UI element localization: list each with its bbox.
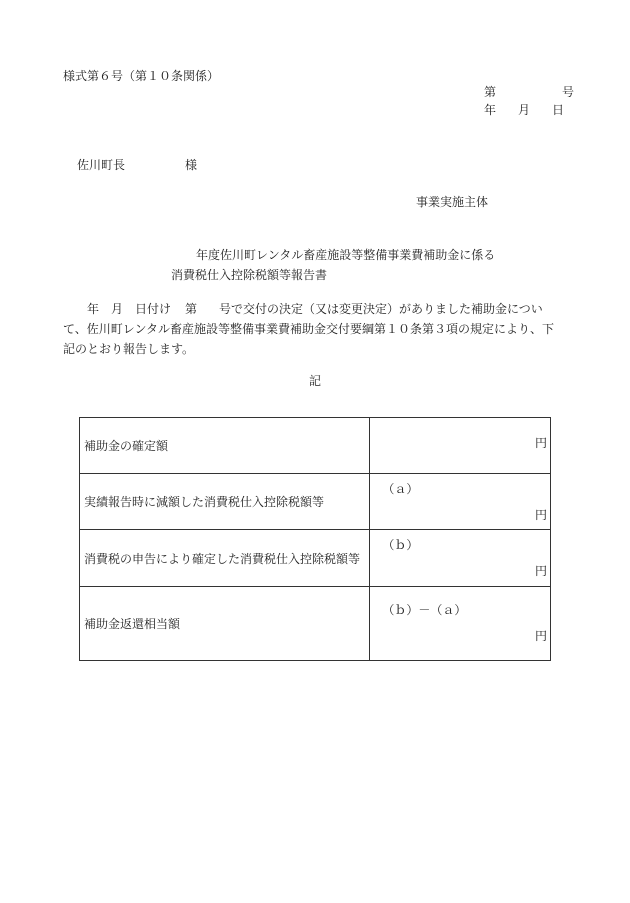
report-table <box>79 417 551 661</box>
title-line-2: 消費税仕入控除税額等報告書 <box>171 268 328 282</box>
value-cell[interactable] <box>370 530 551 587</box>
table-row <box>80 418 551 474</box>
sender-label: 事業実施主体 <box>416 195 489 209</box>
row-label: 補助金の確定額 <box>80 418 370 474</box>
date-year: 年 <box>484 103 497 117</box>
row-label: 実績報告時に減額した消費税仕入控除税額等 <box>80 474 370 530</box>
date-day: 日 <box>552 103 565 117</box>
title-line-1: 年度佐川町レンタル畜産施設等整備事業費補助金に係る <box>196 248 496 262</box>
ki-heading: 記 <box>309 374 322 388</box>
number-suffix: 号 <box>562 85 575 99</box>
table-row <box>80 474 551 530</box>
addressee-honorific: 様 <box>185 158 198 172</box>
unit-yen: 円 <box>534 508 547 522</box>
unit-yen: 円 <box>534 436 547 450</box>
value-tag: （ｂ）－（ａ） <box>382 603 467 617</box>
addressee-name: 佐川町長 <box>77 158 126 172</box>
date-month: 月 <box>518 103 531 117</box>
document-date <box>484 101 564 118</box>
value-tag: （ａ） <box>382 482 419 496</box>
value-cell[interactable] <box>370 587 551 661</box>
row-label: 補助金返還相当額 <box>80 587 370 661</box>
body-no-prefix: 第 <box>185 302 198 316</box>
body-paragraph <box>63 299 563 359</box>
table-row <box>80 587 551 661</box>
unit-yen: 円 <box>534 629 547 643</box>
body-date-part: 年 月 日付け <box>87 302 172 316</box>
document-number <box>484 83 574 100</box>
form-label: 様式第６号（第１０条関係） <box>63 69 220 83</box>
value-cell[interactable] <box>370 418 551 474</box>
number-prefix: 第 <box>484 85 497 99</box>
value-cell[interactable] <box>370 474 551 530</box>
value-tag: （ｂ） <box>382 538 419 552</box>
row-label: 消費税の申告により確定した消費税仕入控除税額等 <box>80 530 370 587</box>
body-rest: 佐川町レンタル畜産施設等整備事業費補助金交付要綱第１０条第３項の規定により、下記のとおり報告します。 <box>63 322 554 356</box>
unit-yen: 円 <box>534 564 547 578</box>
table-row <box>80 530 551 587</box>
body-no-suffix: 号で交付の決定（又は変更決定）がありました補助金について、 <box>63 302 543 336</box>
